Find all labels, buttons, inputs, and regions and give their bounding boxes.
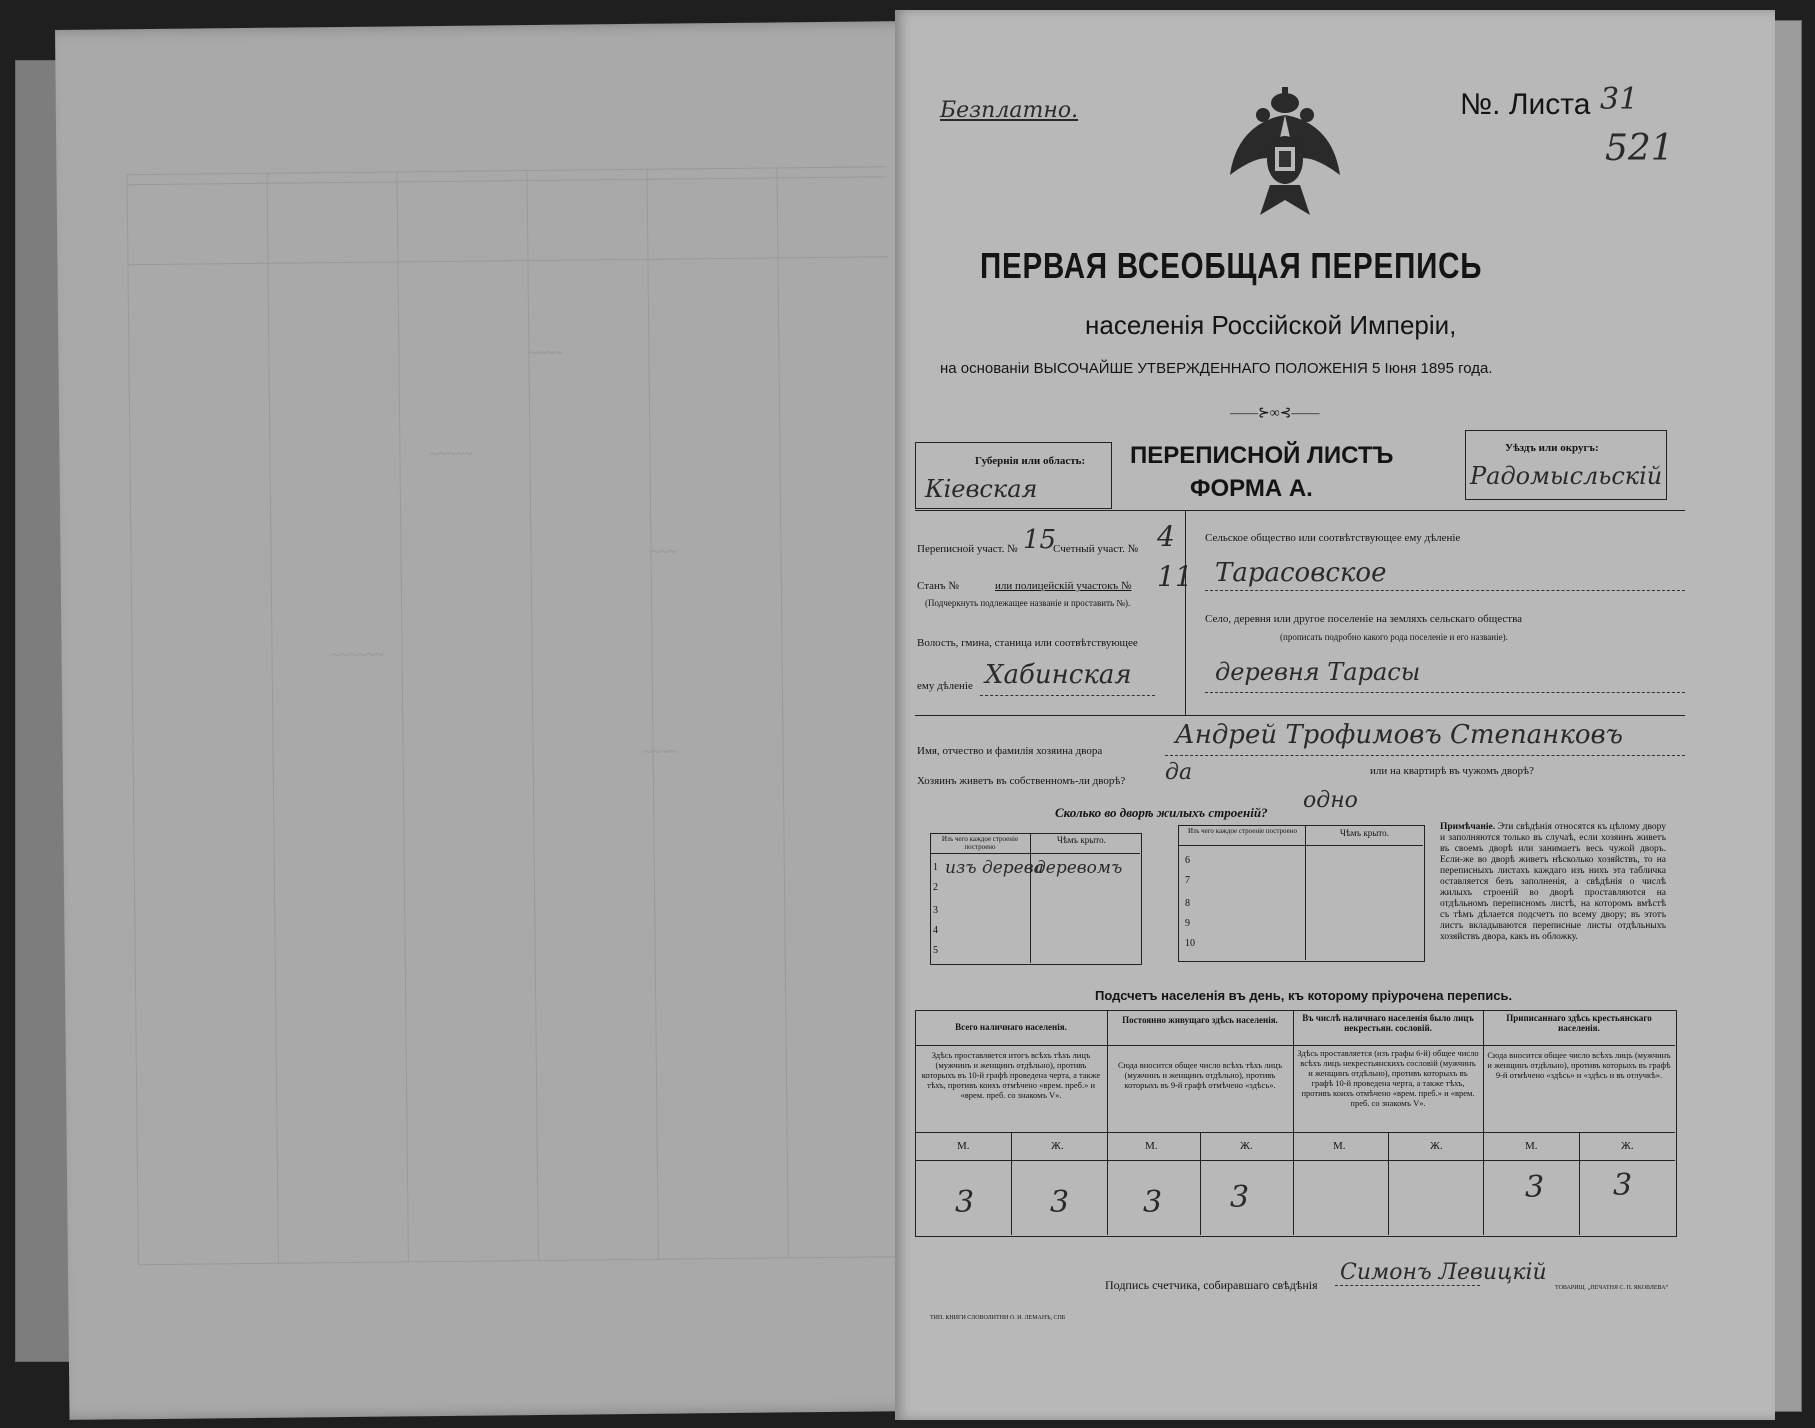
printer-left: ТИП. КНИГИ СЛОВОЛИТНИ О. И. ЛЕМАНЪ, СПБ (930, 1315, 1066, 1321)
row1-roof: деревомъ (1035, 858, 1123, 878)
noncr-m-label: М. (1333, 1140, 1346, 1152)
form-letter: ФОРМА А. (1190, 475, 1313, 502)
material-header-left: Изъ чего каждое строеніе построено (941, 835, 1019, 851)
signature-value: Симонъ Левицкій (1340, 1260, 1547, 1285)
census-area-label: Переписной участ. № (917, 543, 1018, 555)
col2-title: Постоянно живущаго здѣсь населенія. (1122, 1015, 1278, 1025)
district-label: Уѣздъ или округъ: (1505, 442, 1599, 454)
peas-m-label: М. (1525, 1140, 1538, 1152)
perm-m-value: 3 (1143, 1185, 1163, 1220)
perm-f-value: 3 (1230, 1180, 1250, 1215)
total-m-label: М. (957, 1140, 970, 1152)
row-num-10: 10 (1185, 938, 1195, 949)
col1-title: Всего наличнаго населенія. (955, 1022, 1067, 1032)
row1-material: изъ дерева (945, 858, 1044, 878)
roof-header-left: Чѣмъ крыто. (1057, 835, 1106, 845)
legal-basis: на основаніи ВЫСОЧАЙШЕ УТВЕРЖДЕННАГО ПОЛОЖЕНІЯ 5 Іюня 1895 года. (940, 360, 1493, 377)
col4-title: Приписаннаго здѣсь крестьянскаго населенія. (1506, 1013, 1652, 1033)
page-subtitle: населенія Россійской Имперіи, (1085, 310, 1457, 340)
society-label: Сельское общество или соотвѣтствующее ему дѣленіе (1205, 532, 1461, 544)
police-label: или полицейскій участокъ № (995, 580, 1132, 592)
coat-of-arms-icon (1225, 85, 1345, 220)
col3-desc: Здѣсь проставляется (изъ графы 6-й) общее число всѣхъ лицъ некрестьянскихъ сословій (мужчинъ и женщинъ отдѣльно), противъ которыхъ въ графѣ 10-й проведена черта, а также тѣхъ, противъ коихъ отмѣчено «врем. преб.» и «врем. преб. со знакомъ V». (1297, 1048, 1479, 1108)
sheet-type: ПЕРЕПИСНОЙ ЛИСТЪ (1130, 442, 1394, 469)
village-label: Село, деревня или другое поселеніе на земляхъ сельскаго общества (1205, 613, 1523, 625)
village-value: деревня Тарасы (1215, 658, 1421, 686)
own-house-value: да (1165, 760, 1193, 785)
col1-desc: Здѣсь проставляется итогъ всѣхъ тѣхъ лицъ (мужчинъ и женщинъ отдѣльно), противъ которыхъ въ 10-й графѣ проведена черта, а также тѣхъ, противъ коихъ отмѣчено «врем. преб.» и «врем. преб. со знакомъ V». (921, 1050, 1101, 1100)
archive-number: 521 (1605, 128, 1674, 169)
province-label: Губернія или область: (975, 455, 1086, 467)
ornament-divider: ——⊱∞⊰—— (1230, 406, 1320, 421)
row-num-3: 3 (933, 905, 938, 916)
underline-note: (Подчеркнуть подлежащее названіе и проставить №). (925, 598, 1131, 608)
sheet-number-label: №. Листа (1460, 88, 1591, 121)
total-f-label: Ж. (1051, 1140, 1064, 1152)
total-f-value: 3 (1050, 1185, 1070, 1220)
peas-m-value: 3 (1525, 1170, 1545, 1205)
stan-label: Станъ № (917, 580, 959, 592)
page-title: ПЕРВАЯ ВСЕОБЩАЯ ПЕРЕПИСЬ (980, 245, 1483, 286)
col3-title: Въ числѣ наличнаго населенія было лицъ некрестьян. сословій. (1302, 1013, 1474, 1033)
row-num-4: 4 (933, 925, 938, 936)
province-value: Кіевская (925, 475, 1038, 503)
count-area-label: Счетный участ. № (1053, 543, 1139, 555)
perm-f-label: Ж. (1240, 1140, 1253, 1152)
volost-label-2: ему дѣленіе (917, 680, 973, 692)
total-m-value: 3 (955, 1185, 975, 1220)
peas-f-label: Ж. (1621, 1140, 1634, 1152)
row-num-8: 8 (1185, 898, 1190, 909)
census-form-page (895, 10, 1775, 1420)
row-num-9: 9 (1185, 918, 1190, 929)
noncr-f-label: Ж. (1430, 1140, 1443, 1152)
own-house-label: Хозяинъ живетъ въ собственномъ-ли дворѣ? (917, 775, 1126, 787)
note-title: Примѣчаніе. (1440, 822, 1496, 832)
peas-f-value: 3 (1613, 1168, 1633, 1203)
owner-label: Имя, отчество и фамилія хозяина двора (917, 745, 1103, 757)
note-body: Эти свѣдѣнія относятся къ цѣлому двору и заполняются только въ случаѣ, если хозяинъ живетъ въ своемъ дворѣ или занимаетъ весь чужой дворъ. Если-же во дворѣ живетъ нѣсколько хозяйствъ, то на переписныхъ листахъ каждаго изъ нихъ эта табличка оставляется безъ заполненія, а свѣдѣнія о числѣ жилыхъ строеній во дворѣ проставляются на отдѣльномъ переписномъ листѣ, на которомъ вмѣстѣ съ тѣмъ дѣлается подсчетъ по всему двору; въ этотъ листъ вкладываются переписные листы отдѣльныхъ хозяйствъ двора, какъ въ обложку. (1440, 822, 1666, 942)
material-header-right: Изъ чего каждое строеніе построено (1188, 827, 1297, 835)
census-area-value: 15 (1023, 525, 1057, 555)
row-num-2: 2 (933, 882, 938, 893)
count-area-value: 4 (1157, 520, 1175, 553)
owner-value: Андрей Трофимовъ Степанковъ (1175, 720, 1623, 750)
free-label: Безплатно. (940, 98, 1079, 123)
police-value: 11 (1157, 560, 1193, 593)
row-num-1: 1 (933, 862, 938, 873)
row-num-6: 6 (1185, 855, 1190, 866)
signature-label: Подпись счетчика, собиравшаго свѣдѣнія (1105, 1278, 1318, 1292)
left-page: ~~~~ ~~~~~ ~~~ ~~~~~~ ~~~~ (55, 21, 940, 1420)
row-num-5: 5 (933, 945, 938, 956)
printer-right: ТОВАРИЩ. „ПЕЧАТНЯ С. П. ЯКОВЛЕВА“ (1555, 1285, 1669, 1291)
perm-m-label: М. (1145, 1140, 1158, 1152)
buildings-value: одно (1303, 788, 1358, 813)
col4-desc: Сюда вносится общее число всѣхъ лицъ (мужчинъ и женщинъ отдѣльно), противъ которыхъ въ графѣ 9-й отмѣчено «здѣсь» и «здѣсь и въ отлучкѣ». (1487, 1050, 1671, 1080)
volost-label: Волость, гмина, станица или соотвѣтствующее (917, 637, 1138, 649)
row-num-7: 7 (1185, 875, 1190, 886)
roof-header-right: Чѣмъ крыто. (1340, 828, 1389, 838)
sheet-number-value: 31 (1600, 82, 1639, 117)
society-value: Тарасовское (1215, 558, 1387, 588)
rent-label: или на квартирѣ въ чужомъ дворѣ? (1370, 765, 1534, 777)
note-text (1440, 822, 1666, 943)
district-value: Радомысльскій (1470, 462, 1663, 490)
col2-desc: Сюда вносится общее число всѣхъ тѣхъ лицъ (мужчинъ и женщинъ отдѣльно), противъ которыхъ въ 9-й графѣ отмѣчено «здѣсь». (1117, 1060, 1283, 1090)
volost-value: Хабинская (985, 660, 1132, 690)
count-heading: Подсчетъ населенія въ день, къ которому пріурочена перепись. (1095, 988, 1513, 1003)
buildings-label: Сколько во дворѣ жилыхъ строеній? (1055, 805, 1268, 820)
village-note: (прописать подробно какого рода поселеніе и его названіе). (1280, 632, 1508, 642)
